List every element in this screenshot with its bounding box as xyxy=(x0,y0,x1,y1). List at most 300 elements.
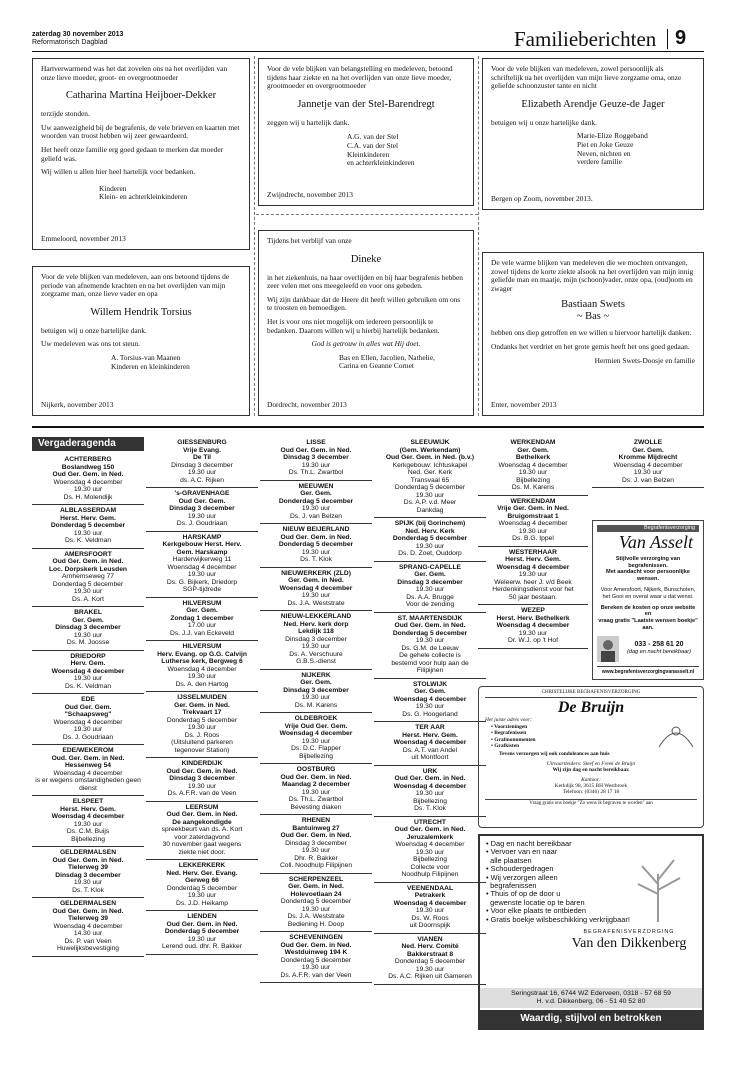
agenda-info: Ds. A.F.R. van der Veen xyxy=(280,971,352,979)
agenda-entry xyxy=(32,745,144,796)
signature-line: Piet en Joke Geuze xyxy=(577,139,634,149)
agenda-info: Ds. A. den Hartog xyxy=(175,680,229,688)
agenda-place: GELDERMALSEN xyxy=(59,900,117,907)
signature-line: Kleinkinderen xyxy=(347,149,390,159)
agenda-detail: Oud Ger. Gem. in Ned. xyxy=(394,775,466,782)
agenda-detail: Ger. Gem. xyxy=(300,490,332,497)
agenda-info: Ds. C.M. Buijs xyxy=(66,828,110,835)
signature-line: Kinderen en kleinkinderen xyxy=(111,361,190,371)
agenda-info: Harderwijkerweg 11 xyxy=(172,556,232,563)
agenda-entry xyxy=(260,568,372,612)
notice-divider xyxy=(254,56,255,416)
agenda-detail: Kerkgebouw Herst. Herv. xyxy=(162,541,242,548)
ad-bullet: • Dag en nacht bereikbaar xyxy=(486,839,572,848)
deceased-name: Jannetje van der Stel-Barendregt xyxy=(297,98,435,110)
agenda-info: Woensdag 4 december xyxy=(613,461,683,469)
notice-text: hebben ons diep getroffen en we willen u hiervoor hartelijk danken. xyxy=(491,328,692,338)
agenda-place: UTRECHT xyxy=(414,818,446,826)
ad-text: vraag gratis "Laatste wensen boekje" aan. xyxy=(598,618,698,631)
agenda-detail: Oud Ger. Gem. in Ned. xyxy=(280,533,352,541)
agenda-detail: Ger. Gem. in Ned. xyxy=(288,577,344,584)
agenda-info: Ds. D.C. Flapper xyxy=(291,745,341,752)
notice-text: betuigen wij u onze hartelijke dank. xyxy=(491,117,597,127)
agenda-detail: Donderdag 5 december xyxy=(50,522,126,529)
agenda-entry xyxy=(32,454,144,505)
agenda-info: 19.30 uur xyxy=(518,571,548,578)
ad-phone: 033 - 258 61 20 xyxy=(634,640,684,648)
agenda-place: WERKENDAM xyxy=(510,497,556,505)
agenda-detail: Herst. Herv. Gem. xyxy=(60,514,116,522)
agenda-detail: Woensdag 4 december xyxy=(393,739,467,746)
agenda-info: Ds. A. Kort xyxy=(72,595,104,603)
agenda-detail: Woensdag 4 december xyxy=(279,730,353,737)
ad-phone: H. v.d. Dikkenberg, 06 - 51 40 52 80 xyxy=(536,998,646,1005)
agenda-info: Bevesting diaken xyxy=(290,803,342,811)
agenda-place: HILVERSUM xyxy=(182,643,222,650)
agenda-detail: Hessenweg 54 xyxy=(64,762,112,769)
agenda-detail: Oud. Ger. Gem. in Ned. xyxy=(51,754,125,762)
agenda-info: Ds. G. Bijkerk, Driedorp xyxy=(166,578,238,586)
agenda-info: Woensdag 4 december xyxy=(53,922,123,930)
signature-line: Bas en Ellen, Jacolien, Nathelie, xyxy=(339,352,435,362)
notice-signature: Hermien Swets-Doosje en familie xyxy=(594,355,695,365)
tree-icon xyxy=(628,844,688,924)
ad-text: Kantoor: xyxy=(581,776,601,783)
agenda-info: Bijbellezing xyxy=(299,752,333,760)
agenda-info: Filipijnen xyxy=(416,667,444,674)
agenda-info: 19.30 uur xyxy=(73,820,103,828)
ad-van-asselt xyxy=(592,520,704,680)
agenda-info: Dinsdag 3 december xyxy=(171,461,233,469)
agenda-detail: Donderdag 5 december xyxy=(278,497,354,505)
agenda-entry xyxy=(260,764,372,815)
notice-place: Bergen op Zoom, november 2013. xyxy=(491,194,593,204)
agenda-info: 19.30 uur xyxy=(415,703,445,710)
agenda-detail: Lekdijk 118 xyxy=(298,628,334,635)
agenda-place: NIEUWERKERK (ZLD) xyxy=(281,569,351,577)
agenda-detail: Tielerweg 39 xyxy=(67,915,109,922)
agenda-place: GIESSENBURG xyxy=(177,439,227,446)
agenda-entry xyxy=(260,437,372,481)
agenda-info: Ds. D. Zoet, Ouddorp xyxy=(398,550,462,557)
notice-intro: Voor de vele blijken van medeleven, aan ons betoond tijdens de periode van afnemende krachten en na het overlijden van mijn zorgzame man, onze lieve vader en opa xyxy=(41,272,230,299)
agenda-place: SCHEVENINGEN xyxy=(289,934,343,941)
agenda-info: Woensdag 4 december xyxy=(167,665,237,673)
notice-geuze xyxy=(482,58,704,210)
agenda-info: is er wegens omstandigheden geen dienst xyxy=(35,777,141,792)
agenda-info: Ds. A.T. van Andel xyxy=(402,746,458,754)
agenda-info: 19.30 uur xyxy=(187,935,217,943)
agenda-entry xyxy=(146,802,258,861)
agenda-info: 19.30 uur xyxy=(301,847,331,854)
agenda-info: 19.30 uur xyxy=(301,788,331,796)
agenda-detail: Oud Ger. Gem. in Ned. xyxy=(52,558,124,565)
ad-text: Tevens verzorgen wij ook condoleances aan huis xyxy=(499,751,610,758)
agenda-place: DRIEDORP xyxy=(70,652,106,660)
agenda-entry xyxy=(32,847,144,898)
agenda-detail: Ned. Herv. Kerk xyxy=(405,527,455,535)
notice-heijboer xyxy=(32,58,250,250)
ad-bullet: • Voor elke plaats te ontbieden xyxy=(486,906,586,916)
notice-intro: Voor de vele blijken van medeleven, zowel persoonlijk als schriftelijk na het overlijden van mijn lieve zorgzame oma, onze geliefde schoonzuster tante en nicht xyxy=(491,64,682,91)
agenda-place: SLEEUWIJK xyxy=(410,439,450,446)
agenda-detail: Woensdag 4 december xyxy=(51,813,125,820)
agenda-info: Ds. A.C. Rijken uit Gameren xyxy=(388,973,472,980)
agenda-info: 19.30 uur xyxy=(415,907,445,914)
agenda-detail: Donderdag 5 december xyxy=(392,535,468,542)
agenda-info: 19.30 uur xyxy=(73,675,103,682)
agenda-info: Woensdag 4 december xyxy=(53,478,123,486)
agenda-info: Woensdag 4 december xyxy=(498,461,568,469)
deceased-name: Dineke xyxy=(350,253,382,265)
ad-tagline: Begrafenisverzorging xyxy=(597,525,699,532)
agenda-detail: Herst. Herv. Gem. xyxy=(60,805,116,813)
notice-swets xyxy=(482,252,704,416)
agenda-detail: De aangekondigde xyxy=(172,818,232,826)
agenda-detail: Bakkerstraat 8 xyxy=(406,950,454,958)
agenda-detail: Woensdag 4 december xyxy=(393,899,467,907)
ad-van-den-dikkenberg xyxy=(478,834,704,1030)
agenda-place: ELSPEET xyxy=(72,798,104,805)
notice-text: Uw medeleven was ons tot steun. xyxy=(41,339,140,349)
agenda-entry xyxy=(146,641,258,692)
agenda-entry xyxy=(32,898,144,957)
agenda-info: bestemd voor hulp aan de xyxy=(391,659,469,667)
agenda-place: LEKKERKERK xyxy=(178,862,226,869)
agenda-info: Donderdag 5 december xyxy=(280,898,352,905)
agenda-info: Noodhulp Filipijnen xyxy=(401,871,459,878)
agenda-info: 19.30 uur xyxy=(518,469,548,476)
ad-text: Stijlvolle verzorging van begrafenissen. xyxy=(615,555,681,569)
agenda-detail: Oud Ger. Gem. xyxy=(64,703,112,711)
ad-bullet: • Wij verzorgen alleen xyxy=(486,872,558,882)
notice-place: Zwijndrecht, november 2013 xyxy=(267,190,353,200)
agenda-info: Ds. P. van Veen xyxy=(64,937,112,945)
agenda-detail: Kromme Mijdrecht xyxy=(618,454,678,461)
agenda-detail: Ned. Herv. Ger. Evang. xyxy=(166,869,238,877)
notice-divider xyxy=(256,214,478,215)
agenda-place: AMERSFOORT xyxy=(64,550,112,558)
agenda-place: RHENEN xyxy=(301,817,331,824)
agenda-info: Coll. Noodhulp Filipijnen xyxy=(279,862,353,869)
portrait-photo xyxy=(597,636,619,662)
agenda-detail: Oud Ger. Gem. in Ned. (b.v.) xyxy=(385,454,475,461)
ad-text: Met aandacht voor persoonlijke wensen. xyxy=(606,569,690,583)
agenda-detail: Oud Ger. Gem. in Ned. xyxy=(280,941,352,949)
agenda-info: 19.30 uur xyxy=(415,637,445,644)
agenda-detail: Oud Ger. Gem. in Ned. xyxy=(166,811,238,818)
ad-text: Bereken de kosten op onze website en xyxy=(600,604,696,618)
ad-service: • Grafkisten xyxy=(491,743,520,750)
agenda-info: Ds. K. Veldman xyxy=(64,682,112,690)
agenda-place: SCHERPENZEEL xyxy=(288,875,344,883)
ad-footer: Vraag gratis ons boekje "Zo wens ik begraven te worden" aan xyxy=(485,799,697,807)
agenda-entry xyxy=(478,496,588,547)
agenda-entry xyxy=(374,883,486,934)
agenda-entry xyxy=(32,505,144,549)
notice-place: Enter, november 2013 xyxy=(491,400,557,410)
agenda-detail: Bethelkerk xyxy=(515,454,551,461)
ad-slogan: Waardig, stijlvol en betrokken xyxy=(480,1010,702,1028)
agenda-info: Lerend oud. dhr. R. Bakker xyxy=(162,943,242,950)
agenda-detail: Oud Ger. Gem. in Ned. xyxy=(52,907,124,915)
agenda-info: Weleerw. heer J. v/d Beek xyxy=(494,578,572,586)
agenda-info: Ds. J. Goudriaan xyxy=(62,733,114,741)
agenda-entry xyxy=(146,911,258,955)
agenda-info: Woensdag 4 december xyxy=(53,718,123,726)
agenda-column-6 xyxy=(592,437,704,488)
agenda-info: uit Doornspijk xyxy=(409,922,451,929)
agenda-detail: Ned. Herv. kerk dorp xyxy=(283,620,349,628)
agenda-entry xyxy=(32,607,144,651)
agenda-info: Ds. J.D. Heikamp xyxy=(175,899,229,907)
agenda-detail: Bantuinweg 27 xyxy=(292,824,340,832)
agenda-info: Ds. M. Joosse xyxy=(66,639,110,646)
agenda-column-3 xyxy=(260,437,372,983)
agenda-info: Woensdag 4 december xyxy=(53,769,123,777)
agenda-info: ziekte niet door. xyxy=(178,848,226,856)
notice-text: terzijde stonden. xyxy=(41,109,90,119)
agenda-place: SPIJK (bij Gorinchem) xyxy=(394,520,466,527)
deceased-name: Catharina Martina Heijboer-Dekker xyxy=(65,90,217,102)
header-rule xyxy=(32,51,704,52)
agenda-detail: Ger. Gem. xyxy=(72,616,104,624)
agenda-info: Voor de zending xyxy=(405,601,455,608)
agenda-entry xyxy=(478,547,588,606)
agenda-detail: Woensdag 4 december xyxy=(496,563,570,571)
ad-service: • Begrafenissen xyxy=(491,730,527,737)
agenda-detail: Dinsdag 3 december xyxy=(283,686,349,694)
agenda-detail: Oud Ger. Gem. in Ned. xyxy=(280,832,352,839)
agenda-entry xyxy=(260,481,372,525)
agenda-info: Donderdag 5 december xyxy=(166,884,238,892)
agenda-info: Dankdag xyxy=(416,506,444,514)
ad-text: het Gooi en overal waar u dat wenst. xyxy=(602,593,694,600)
agenda-info: (Uitsluitend parkeren xyxy=(171,739,233,746)
signature-line: Neven, nichten en xyxy=(577,148,631,158)
agenda-info: G.B.S.-dienst xyxy=(296,658,336,665)
agenda-info: Ds. A.F.R. van de Veen xyxy=(167,790,237,797)
agenda-detail: Herst. Herv. Bethelkerk xyxy=(496,614,570,622)
notice-text: in het ziekenhuis, na haar overlijden en bij haar begrafenis hebben zeer velen met ons meegeleefd en voor ons gebeden. xyxy=(267,272,463,291)
agenda-info: 19.30 uur xyxy=(633,469,663,476)
agenda-info: Donderdag 5 december xyxy=(166,716,238,724)
ad-bullet: • Vervoer van en naar xyxy=(486,847,558,857)
agenda-info: 19.30 uur xyxy=(301,461,331,469)
agenda-info: tegenover Station) xyxy=(174,746,230,754)
agenda-detail: Oud Ger. Gem. in Ned. xyxy=(52,856,124,864)
agenda-place: VIANEN xyxy=(417,935,443,943)
agenda-info: Bijbellezing xyxy=(516,476,550,484)
agenda-info: De gehele collecte is xyxy=(399,652,461,659)
agenda-place: SPRANG-CAPELLE xyxy=(398,563,462,571)
agenda-info: Bijbellezing xyxy=(71,835,105,843)
ad-tagline: CHRISTELIJKE BEGRAFENISVERZORGING xyxy=(485,690,697,698)
agenda-info: 19.30 uur xyxy=(518,527,548,535)
agenda-detail: Vrije Oud Ger. Gem. xyxy=(284,722,348,730)
section-rule xyxy=(32,426,704,428)
notice-text: betuigen wij u onze hartelijke dank. xyxy=(41,325,147,335)
agenda-entry xyxy=(32,796,144,847)
agenda-info: Ds. T. Klok xyxy=(414,805,446,812)
agenda-info: Ds. A.P. v.d. Meer xyxy=(403,499,457,506)
signature-line: C.A. van der Stel xyxy=(347,140,399,150)
agenda-detail: Maandag 2 december xyxy=(281,781,350,788)
agenda-info: Ds. J. van Belzen xyxy=(289,512,343,520)
agenda-detail: Ger. Gem. xyxy=(414,571,446,578)
agenda-detail: (Gem. Werkendam) xyxy=(399,446,461,454)
agenda-column-4 xyxy=(374,437,486,985)
agenda-title: Vergaderagenda xyxy=(32,437,144,451)
notice-torsius xyxy=(32,266,250,416)
agenda-entry xyxy=(260,815,372,874)
agenda-entry xyxy=(260,874,372,933)
agenda-info: Bijbellezing xyxy=(413,856,447,863)
agenda-detail: Ger. Gem. xyxy=(186,607,218,614)
section-title: Familieberichten xyxy=(514,27,657,51)
notice-signature xyxy=(267,133,465,167)
agenda-info: 19.30 uur xyxy=(73,726,103,733)
ad-bullet: alle plaatsen xyxy=(486,855,532,865)
ad-address: Seringstraat 16, 6744 WZ Ederveen, 0318 - 57 68 59 xyxy=(511,990,671,997)
ad-website: www.begrafenisverzorgingvanasselt.nl xyxy=(597,666,699,676)
agenda-info: Kerkgebouw: Ichtuskapel xyxy=(392,461,468,469)
agenda-info: ds. A.C. Rijken xyxy=(180,476,224,484)
agenda-entry xyxy=(374,934,486,985)
agenda-place: GELDERMALSEN xyxy=(59,849,117,856)
agenda-detail: Boslandweg 150 xyxy=(61,463,115,471)
agenda-entry xyxy=(146,598,258,642)
signature-line: A.G. van der Stel xyxy=(347,132,399,142)
agenda-place: LEERSUM xyxy=(185,803,219,811)
agenda-info: Ds. G. Hoogerland xyxy=(402,710,458,718)
agenda-place: HARSKAMP xyxy=(182,533,222,541)
agenda-detail: Trekvaart 17 xyxy=(182,709,222,716)
agenda-place: KINDERDIJK xyxy=(181,760,223,767)
agenda-info: voor zaterdagvond xyxy=(174,833,230,841)
signature-line: en achterkleinkinderen xyxy=(347,158,415,168)
agenda-detail: Dinsdag 3 december xyxy=(169,505,235,512)
agenda-info: 19.30 uur xyxy=(301,964,331,971)
agenda-place: OLDEBROEK xyxy=(294,715,338,722)
agenda-info: Ds. H. Molendijk xyxy=(63,493,113,501)
notice-text: Het is voor ons niet mogelijk om iedereen persoonlijk te bedanken. Daarom willen wij u hierbij hartelijk bedanken. xyxy=(267,316,440,335)
agenda-info: Dhr. R. Bakker xyxy=(294,854,338,862)
agenda-info: 19.30 uur xyxy=(187,724,217,731)
ad-company-name: De Bruijn xyxy=(557,699,625,717)
agenda-place: LISSE xyxy=(306,439,326,446)
deceased-name: Elizabeth Arendje Geuze-de Jager xyxy=(521,98,665,110)
agenda-column-2 xyxy=(146,437,258,955)
agenda-detail: Dinsdag 3 december xyxy=(55,624,121,631)
ad-address: Kerkdijk 98, 3615 BH Westbroek xyxy=(554,783,628,790)
notice-place: Dordrecht, november 2013 xyxy=(267,400,347,410)
agenda-info: 19.30 uur xyxy=(73,631,103,639)
agenda-detail: Tielerweg 39 xyxy=(67,864,109,871)
agenda-entry xyxy=(146,860,258,911)
ad-phone-note: (dag en nacht bereikbaar) xyxy=(626,648,692,655)
ad-phone: Telefoon: (0346) 28 17 18 xyxy=(562,789,620,796)
agenda-info: Woensdag 4 december xyxy=(395,841,465,848)
ad-company-name: Van Asselt xyxy=(618,531,693,552)
agenda-info: Ds. J. Goudriaan xyxy=(176,520,228,527)
agenda-info: spreekbeurt van ds. A. Kort xyxy=(161,826,243,833)
agenda-entry xyxy=(374,437,486,518)
notice-dineke xyxy=(258,230,474,416)
agenda-detail: Gem. Harskamp xyxy=(176,548,228,556)
notice-signature xyxy=(41,185,241,202)
agenda-place: STOLWIJK xyxy=(412,680,448,688)
agenda-entry xyxy=(374,518,486,562)
agenda-info: Ds. T. Klok xyxy=(72,886,104,894)
agenda-info: Dr. W.J. op 't Hof xyxy=(508,637,558,644)
ad-text: Het juiste adres voor: xyxy=(485,717,532,724)
notice-text: Ondanks het verdriet en het grote gemis heeft het ons goed gedaan. xyxy=(491,341,690,351)
agenda-info: Ds. J.A. Weststrate xyxy=(287,599,345,607)
agenda-place: NIEUW-LEKKERLAND xyxy=(280,613,352,620)
header-separator xyxy=(667,29,668,49)
agenda-detail: Ger. Gem. xyxy=(632,446,664,454)
agenda-info: Ds. A.A. Brugge xyxy=(406,593,454,601)
agenda-info: 19.30 uur xyxy=(301,592,331,599)
signature-line: Kinderen xyxy=(99,183,127,193)
agenda-detail: Petrakerk xyxy=(414,892,446,899)
agenda-place: IJSSELMUIDEN xyxy=(177,694,227,701)
agenda-entry xyxy=(478,437,588,496)
agenda-detail: Herst. Herv. Gem. xyxy=(402,731,458,739)
agenda-place: LIENDEN xyxy=(187,913,217,920)
ad-bullet: begrafenissen xyxy=(486,881,537,891)
agenda-detail: Vrije Evang. xyxy=(183,446,221,454)
agenda-detail: Woensdag 4 december xyxy=(51,667,125,675)
agenda-detail: Herst. Herv. Gem. xyxy=(505,556,561,563)
agenda-detail: Dinsdag 3 december xyxy=(283,454,349,461)
agenda-detail: Dinsdag 3 december xyxy=(397,578,463,586)
newspaper-date: zaterdag 30 november 2013 xyxy=(32,31,124,38)
notice-text: Wij zijn dankbaar dat de Heere dit heeft willen gebruiken om ons te troosten en bemoedigen. xyxy=(267,294,461,313)
ad-tagline: BEGRAFENISVERZORGING xyxy=(583,929,675,935)
agenda-info: 19.30 uur xyxy=(301,694,331,701)
agenda-info: 30 november gaat wegens xyxy=(162,841,242,848)
agenda-detail: Ger. Gem. xyxy=(414,688,446,695)
agenda-info: Arnhemseweg 77 xyxy=(61,573,115,580)
agenda-detail: Oud Ger. Gem. in Ned. xyxy=(394,826,466,833)
agenda-place: NIEUW BEIJERLAND xyxy=(282,526,350,533)
agenda-column-1 xyxy=(32,437,144,957)
agenda-info: 19.30 uur xyxy=(73,588,103,595)
agenda-info: Huwelijksbevestiging xyxy=(56,945,120,952)
agenda-place: EDE/WEKEROM xyxy=(62,747,114,754)
agenda-entry xyxy=(146,692,258,758)
agenda-info: 19.30 uur xyxy=(187,782,217,790)
agenda-info: Woensdag 4 december xyxy=(498,520,568,527)
agenda-info: Ds. M. Karens xyxy=(511,484,555,491)
agenda-detail: Ger. Gem. in Ned. xyxy=(288,883,344,890)
ad-text: Wij zijn dag en nacht bereikbaar. xyxy=(552,767,630,774)
agenda-info: 50 jaar bestaan. xyxy=(509,593,557,601)
notice-van-der-stel xyxy=(258,58,474,206)
ad-bullet: • Thuis of op de door u xyxy=(486,889,561,899)
signature-line: Klein- en achterkleinkinderen xyxy=(99,192,188,202)
agenda-place: ST. MAARTENSDIJK xyxy=(397,614,463,622)
notice-signature xyxy=(41,354,241,371)
notice-intro: Hartverwarmend was het dat zovelen ons na het overlijden van onze lieve moeder, groot- en overgrootmoeder xyxy=(41,64,228,82)
agenda-detail: Woensdag 4 december xyxy=(496,622,570,629)
agenda-entry xyxy=(374,766,486,817)
agenda-detail: Ned. Herv. Comité xyxy=(401,943,459,950)
agenda-entry xyxy=(260,670,372,714)
agenda-entry xyxy=(260,611,372,670)
